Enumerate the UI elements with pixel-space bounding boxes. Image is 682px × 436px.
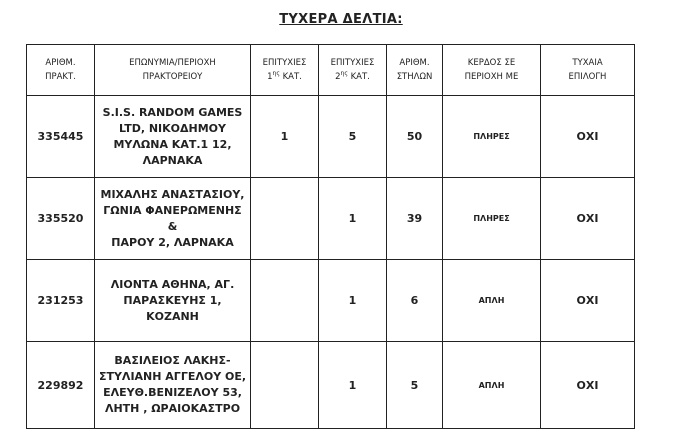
first-category-cell: 1 [251, 96, 319, 178]
table-row [27, 96, 635, 178]
table-row [27, 342, 635, 429]
header-second-category: ΕΠΙΤΥΧΙΕΣ $2^{\eta\varsigma}$ ΚΑΤ. [319, 45, 387, 96]
header-name-location: ΕΠΩΝΥΜΙΑ/ΠΕΡΙΟΧΗ ΠΡΑΚΤΟΡΕΙΟΥ [95, 45, 251, 96]
table-header-row [27, 45, 635, 96]
first-category-cell [251, 260, 319, 342]
agency-name-cell: ΛΙΟΝΤΑ ΑΘΗΝΑ, ΑΓ. ΠΑΡΑΣΚΕΥΗΣ 1, ΚΟΖΑΝΗ [95, 260, 251, 342]
table-row [27, 178, 635, 260]
columns-count-cell: 39 [387, 178, 443, 260]
second-category-cell: 5 [319, 96, 387, 178]
header-columns-count: ΑΡΙΘΜ. ΣΤΗΛΩΝ [387, 45, 443, 96]
header-win-area: ΚΕΡΔΟΣ ΣΕ ΠΕΡΙΟΧΗ ΜΕ [443, 45, 541, 96]
header-agency-number: ΑΡΙΘΜ. ΠΡΑΚΤ. [27, 45, 95, 96]
win-area-cell: ΠΛΗΡΕΣ [443, 178, 541, 260]
agency-number-cell: 229892 [27, 342, 95, 429]
agency-number-cell: 335445 [27, 96, 95, 178]
page-title: ΤΥΧΕΡΑ ΔΕΛΤΙΑ: [279, 12, 403, 27]
first-category-cell [251, 342, 319, 429]
agency-name-cell: S.I.S. RANDOM GAMES LTD, ΝΙΚΟΔΗΜΟΥ ΜΥΛΩΝΑ ΚΑΤ.1 12, ΛΑΡΝΑΚΑ [95, 96, 251, 178]
columns-count-cell: 5 [387, 342, 443, 429]
win-area-cell: ΑΠΛΗ [443, 260, 541, 342]
columns-count-cell: 6 [387, 260, 443, 342]
second-category-cell: 1 [319, 260, 387, 342]
random-choice-cell: ΟΧΙ [541, 260, 635, 342]
win-area-cell: ΑΠΛΗ [443, 342, 541, 429]
header-random-choice: ΤΥΧΑΙΑ ΕΠΙΛΟΓΗ [541, 45, 635, 96]
random-choice-cell: ΟΧΙ [541, 178, 635, 260]
table-row [27, 260, 635, 342]
random-choice-cell: ΟΧΙ [541, 96, 635, 178]
second-category-cell: 1 [319, 178, 387, 260]
second-category-cell: 1 [319, 342, 387, 429]
agency-number-cell: 335520 [27, 178, 95, 260]
agency-name-cell: ΒΑΣΙΛΕΙΟΣ ΛΑΚΗΣ- ΣΤΥΛΙΑΝΗ ΑΓΓΕΛΟΥ ΟΕ, ΕΛΕΥΘ.ΒΕΝΙΖΕΛΟΥ 53, ΛΗΤΗ , ΩΡΑΙΟΚΑΣΤΡΟ [95, 342, 251, 429]
agency-number-cell: 231253 [27, 260, 95, 342]
agency-name-cell: ΜΙΧΑΛΗΣ ΑΝΑΣΤΑΣΙΟΥ, ΓΩΝΙΑ ΦΑΝΕΡΩΜΕΝΗΣ & ΠΑΡΟΥ 2, ΛΑΡΝΑΚΑ [95, 178, 251, 260]
random-choice-cell: ΟΧΙ [541, 342, 635, 429]
columns-count-cell: 50 [387, 96, 443, 178]
lucky-tickets-table [26, 44, 635, 429]
win-area-cell: ΠΛΗΡΕΣ [443, 96, 541, 178]
header-first-category: ΕΠΙΤΥΧΙΕΣ $1^{\eta\varsigma}$ ΚΑΤ. [251, 45, 319, 96]
first-category-cell [251, 178, 319, 260]
